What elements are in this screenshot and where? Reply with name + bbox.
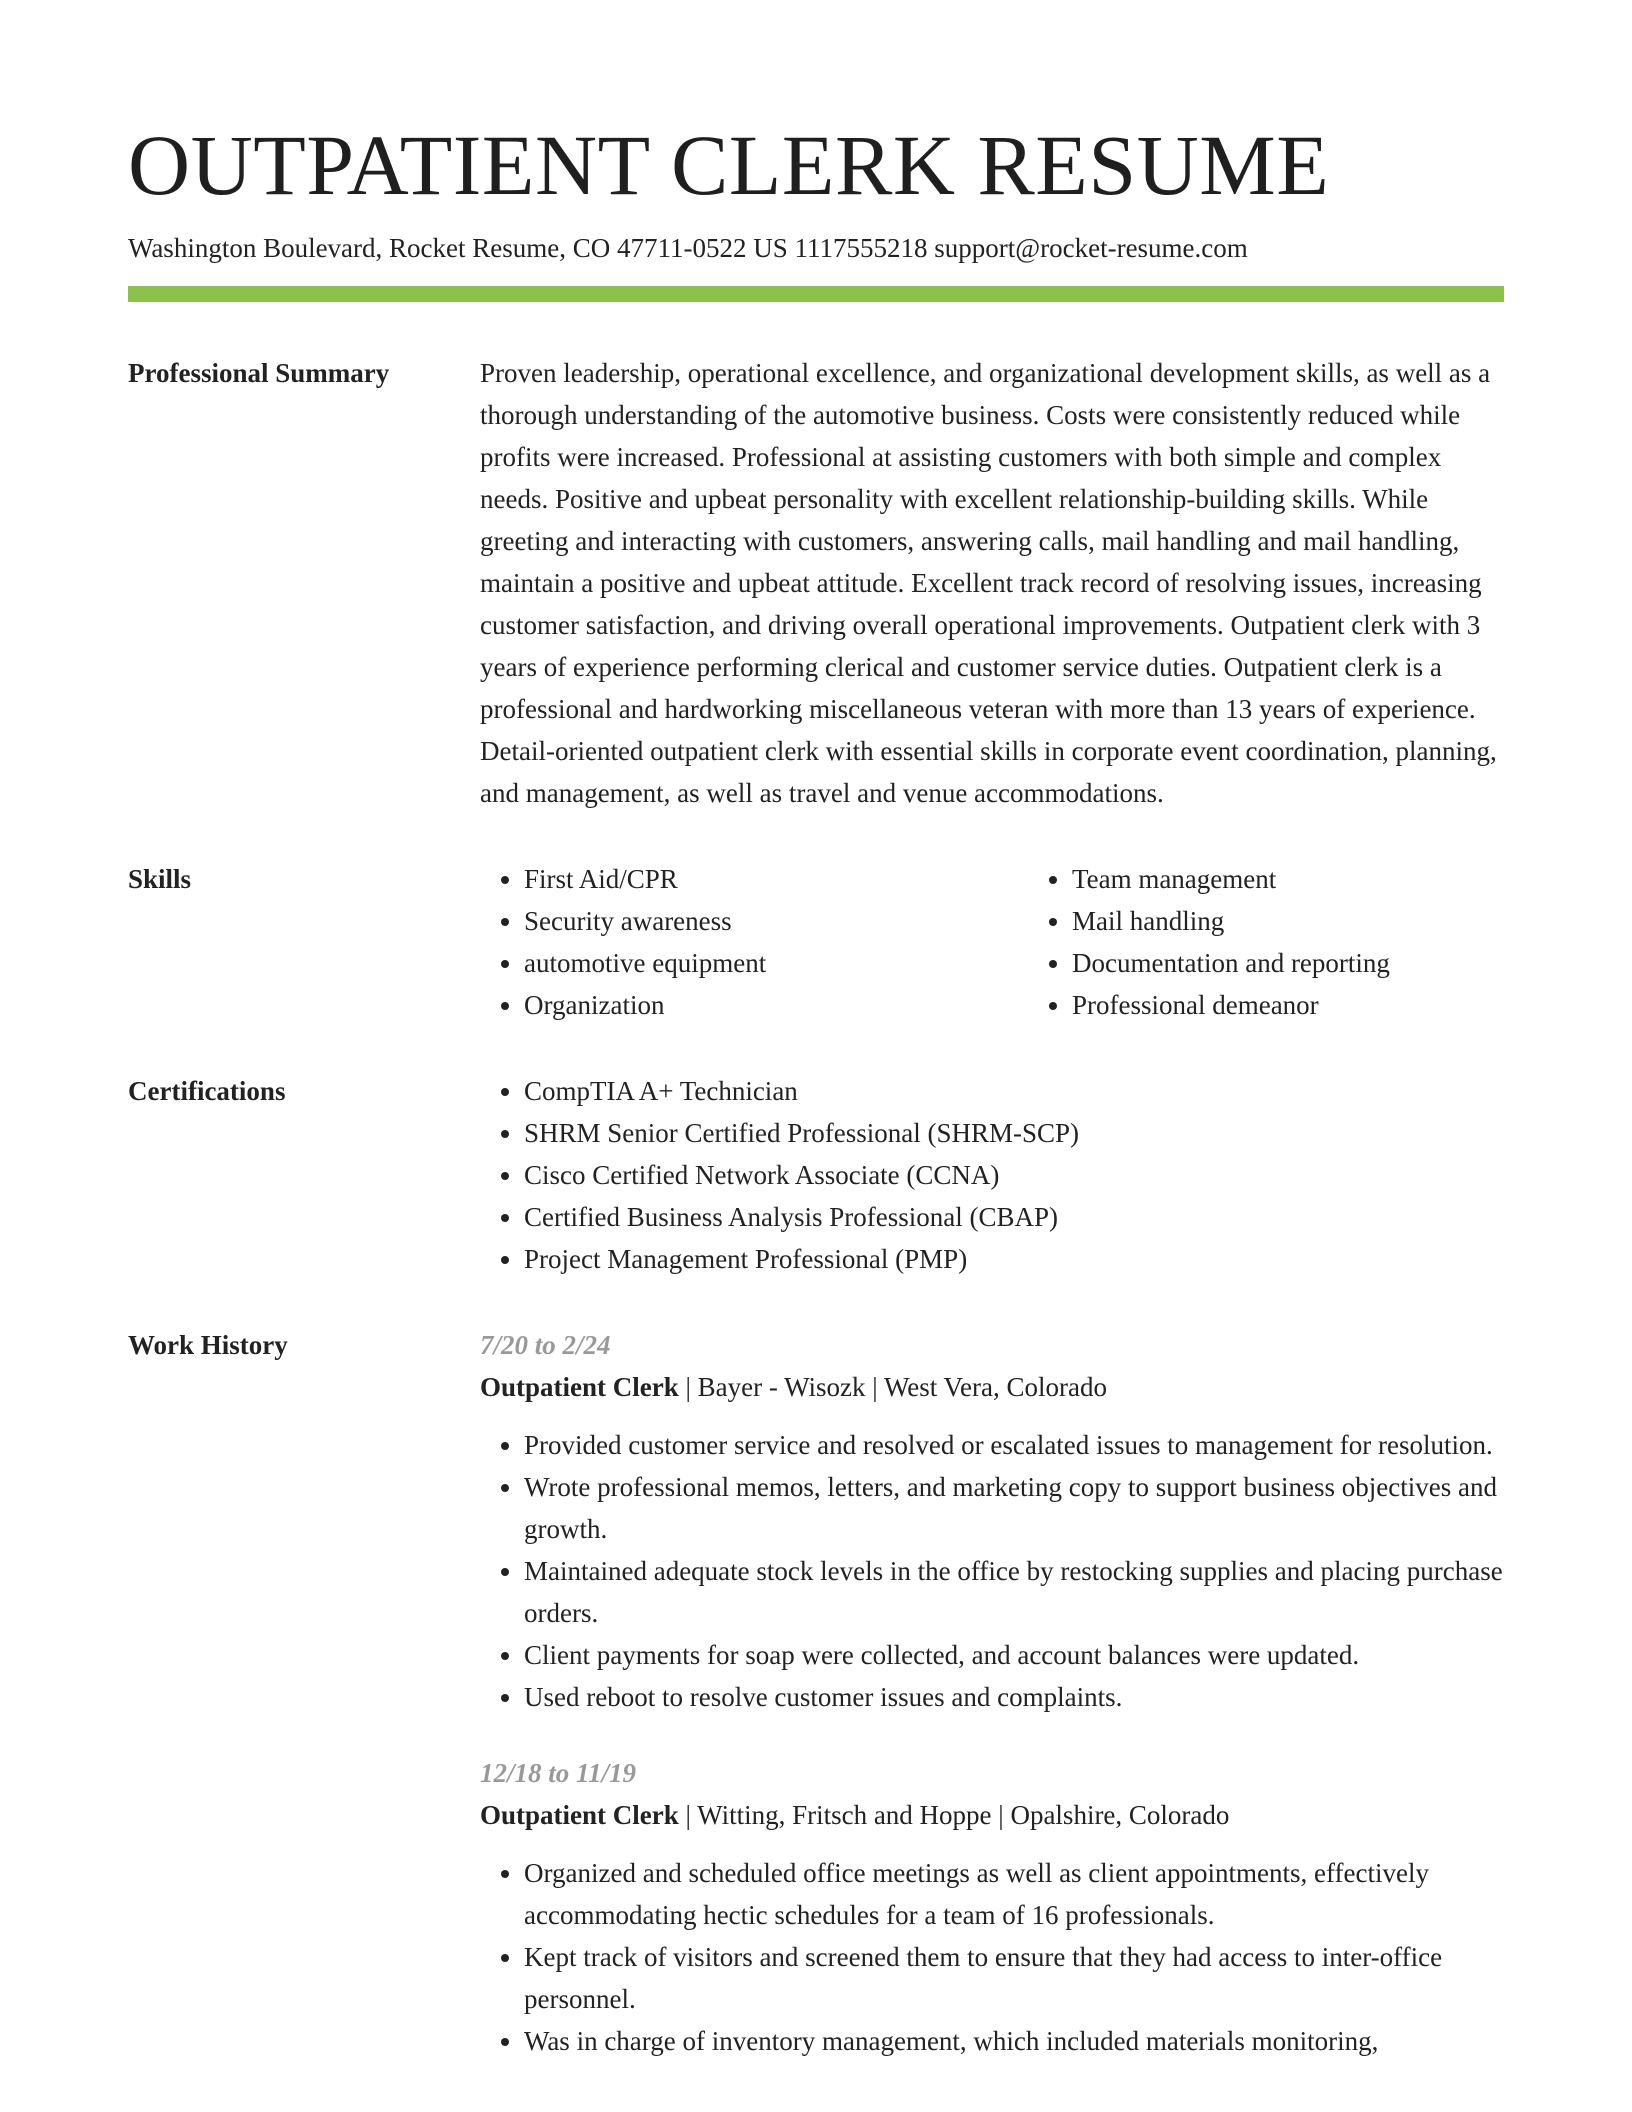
job-title: Outpatient Clerk bbox=[480, 1371, 679, 1402]
skills-list-left bbox=[480, 858, 1028, 1026]
job-dates: 12/18 to 11/19 bbox=[480, 1757, 637, 1788]
skill-item: • Documentation and reporting bbox=[1072, 942, 1576, 984]
skill-item: • Security awareness bbox=[524, 900, 1028, 942]
certifications-label: Certifications bbox=[128, 1075, 286, 1106]
certifications-section bbox=[128, 1070, 1504, 1280]
skill-item: • Mail handling bbox=[1072, 900, 1576, 942]
skills-label: Skills bbox=[128, 863, 192, 894]
job-entry bbox=[480, 1752, 1504, 2062]
work-history-section bbox=[128, 1324, 1504, 2062]
summary-text: Proven leadership, operational excellence, and organizational development skills, as well as a thorough understanding of the automotive business. Costs were consistently reduced while profits were increased. Professional at assisting customers with both simple and complex needs. Positive and upbeat personality with excellent relationship-building skills. While greeting and interacting with customers, answering calls, mail handling and mail handling, maintain a positive and upbeat attitude. Excellent track record of resolving issues, increasing customer satisfaction, and driving overall operational improvements. Outpatient clerk with 3 years of experience performing clerical and customer service duties. Outpatient clerk is a professional and hardworking miscellaneous veteran with more than 13 years of experience. Detail-oriented outpatient clerk with essential skills in corporate event coordination, planning, and management, as well as travel and venue accommodations. bbox=[480, 357, 1497, 808]
accent-divider bbox=[128, 286, 1504, 302]
job-bullet: • Client payments for soap were collected, and account balances were updated. bbox=[524, 1634, 1504, 1676]
certification-item: • Cisco Certified Network Associate (CCNA) bbox=[524, 1154, 1504, 1196]
skill-item: • First Aid/CPR bbox=[524, 858, 1028, 900]
job-bullet: • Was in charge of inventory management, which included materials monitoring, bbox=[524, 2020, 1504, 2062]
contact-line: Washington Boulevard, Rocket Resume, CO 47711-0522 US 1117555218 support@rocket-resume.com bbox=[128, 232, 1248, 263]
certification-item: • Certified Business Analysis Professional (CBAP) bbox=[524, 1196, 1504, 1238]
job-bullet: • Used reboot to resolve customer issues and complaints. bbox=[524, 1676, 1504, 1718]
certification-item: • Project Management Professional (PMP) bbox=[524, 1238, 1504, 1280]
skills-list-right bbox=[1028, 858, 1576, 1026]
job-title: Outpatient Clerk bbox=[480, 1799, 679, 1830]
skills-section bbox=[128, 858, 1504, 1026]
job-heading bbox=[480, 1794, 1504, 1836]
job-bullet: • Kept track of visitors and screened them to ensure that they had access to inter-office personnel. bbox=[524, 1936, 1504, 2020]
resume-title: OUTPATIENT CLERK RESUME bbox=[128, 117, 1330, 213]
job-bullet: • Provided customer service and resolved or escalated issues to management for resolution. bbox=[524, 1424, 1504, 1466]
summary-label: Professional Summary bbox=[128, 357, 390, 388]
job-dates: 7/20 to 2/24 bbox=[480, 1329, 611, 1360]
job-heading bbox=[480, 1366, 1504, 1408]
skill-item: • automotive equipment bbox=[524, 942, 1028, 984]
job-bullets bbox=[480, 1424, 1504, 1718]
job-bullet: • Organized and scheduled office meetings as well as client appointments, effectively accommodating hectic schedules for a team of 16 professionals. bbox=[524, 1852, 1504, 1936]
skill-item: • Professional demeanor bbox=[1072, 984, 1576, 1026]
certification-item: • CompTIA A+ Technician bbox=[524, 1070, 1504, 1112]
certification-item: • SHRM Senior Certified Professional (SHRM-SCP) bbox=[524, 1112, 1504, 1154]
job-entry bbox=[480, 1324, 1504, 1718]
job-details: | Witting, Fritsch and Hoppe | Opalshire, Colorado bbox=[678, 1799, 1230, 1830]
job-bullet: • Maintained adequate stock levels in the office by restocking supplies and placing purchase orders. bbox=[524, 1550, 1504, 1634]
certifications-list bbox=[480, 1070, 1504, 1280]
skill-item: • Organization bbox=[524, 984, 1028, 1026]
job-bullet: • Wrote professional memos, letters, and marketing copy to support business objectives and growth. bbox=[524, 1466, 1504, 1550]
job-details: | Bayer - Wisozk | West Vera, Colorado bbox=[678, 1371, 1107, 1402]
work-history-label: Work History bbox=[128, 1329, 288, 1360]
job-bullets bbox=[480, 1852, 1504, 2062]
summary-section bbox=[128, 352, 1504, 814]
skill-item: • Team management bbox=[1072, 858, 1576, 900]
